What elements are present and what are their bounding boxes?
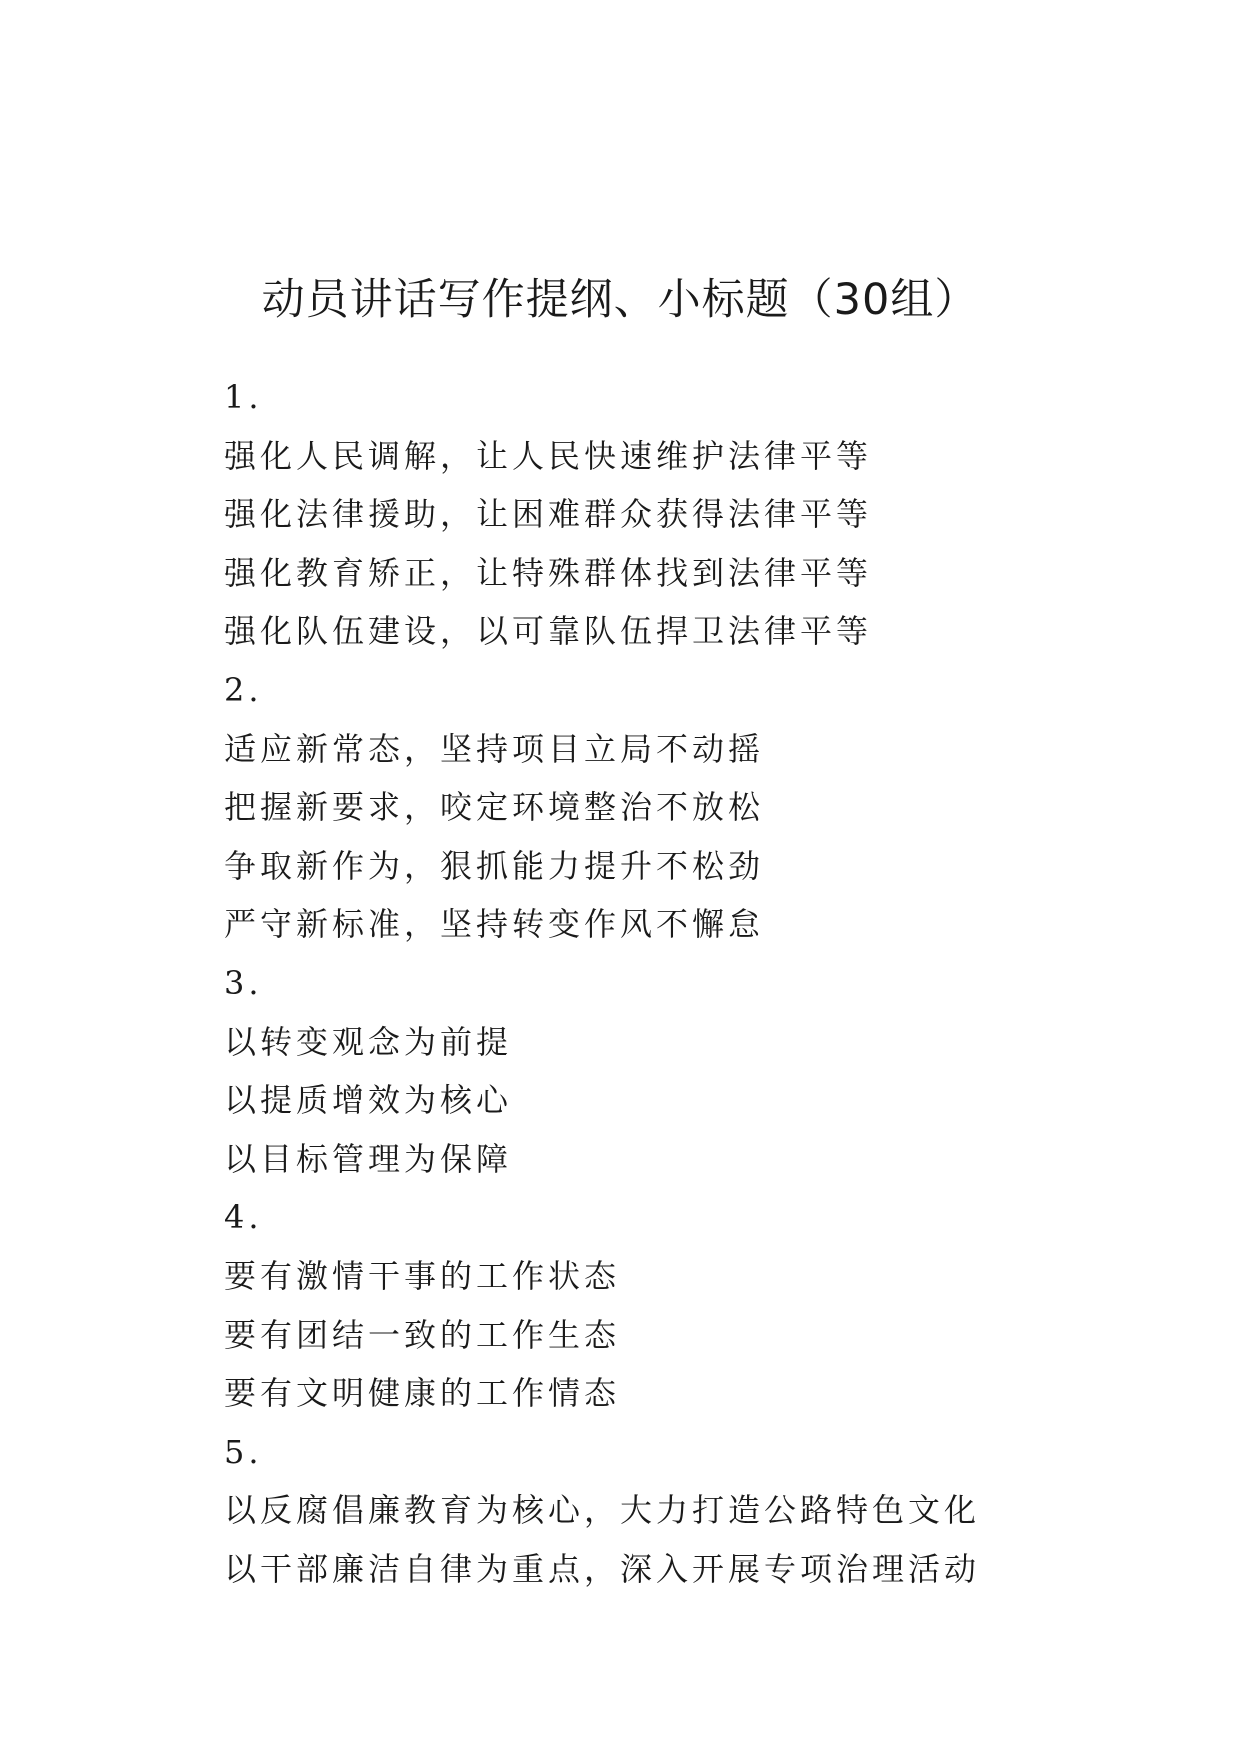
outline-item: 争取新作为，狠抓能力提升不松劲	[224, 846, 765, 885]
outline-group-4	[224, 1188, 1184, 1422]
outline-item: 强化人民调解，让人民快速维护法律平等	[224, 436, 873, 475]
outline-item: 严守新标准，坚持转变作风不懈怠	[224, 905, 765, 944]
outline-item: 强化队伍建设，以可靠队伍捍卫法律平等	[224, 612, 873, 651]
group-number: 3.	[224, 963, 263, 1002]
outline-group-3	[224, 954, 1184, 1188]
outline-item: 以反腐倡廉教育为核心，大力打造公路特色文化	[224, 1491, 981, 1530]
outline-group-2	[224, 661, 1184, 954]
group-number: 1.	[224, 378, 263, 416]
outline-item: 以转变观念为前提	[224, 1022, 513, 1061]
outline-item: 以提质增效为核心	[224, 1081, 513, 1120]
group-number: 2.	[224, 670, 263, 709]
outline-group-1	[224, 368, 1184, 661]
outline-item: 以干部廉洁自律为重点，深入开展专项治理活动	[224, 1549, 981, 1588]
document-body	[224, 368, 1184, 1598]
outline-group-5	[224, 1423, 1184, 1599]
outline-item: 把握新要求，咬定环境整治不放松	[224, 788, 765, 827]
document-title: 动员讲话写作提纲、小标题（30组）	[261, 275, 979, 325]
group-number: 5.	[224, 1432, 263, 1471]
group-number: 4.	[224, 1198, 263, 1237]
outline-item: 要有文明健康的工作情态	[224, 1374, 621, 1413]
outline-item: 以目标管理为保障	[224, 1139, 513, 1178]
outline-item: 要有团结一致的工作生态	[224, 1315, 621, 1354]
outline-item: 要有激情干事的工作状态	[224, 1256, 621, 1295]
outline-item: 强化教育矫正，让特殊群体找到法律平等	[224, 553, 873, 592]
outline-item: 适应新常态，坚持项目立局不动摇	[224, 729, 765, 768]
outline-item: 强化法律援助，让困难群众获得法律平等	[224, 495, 873, 534]
